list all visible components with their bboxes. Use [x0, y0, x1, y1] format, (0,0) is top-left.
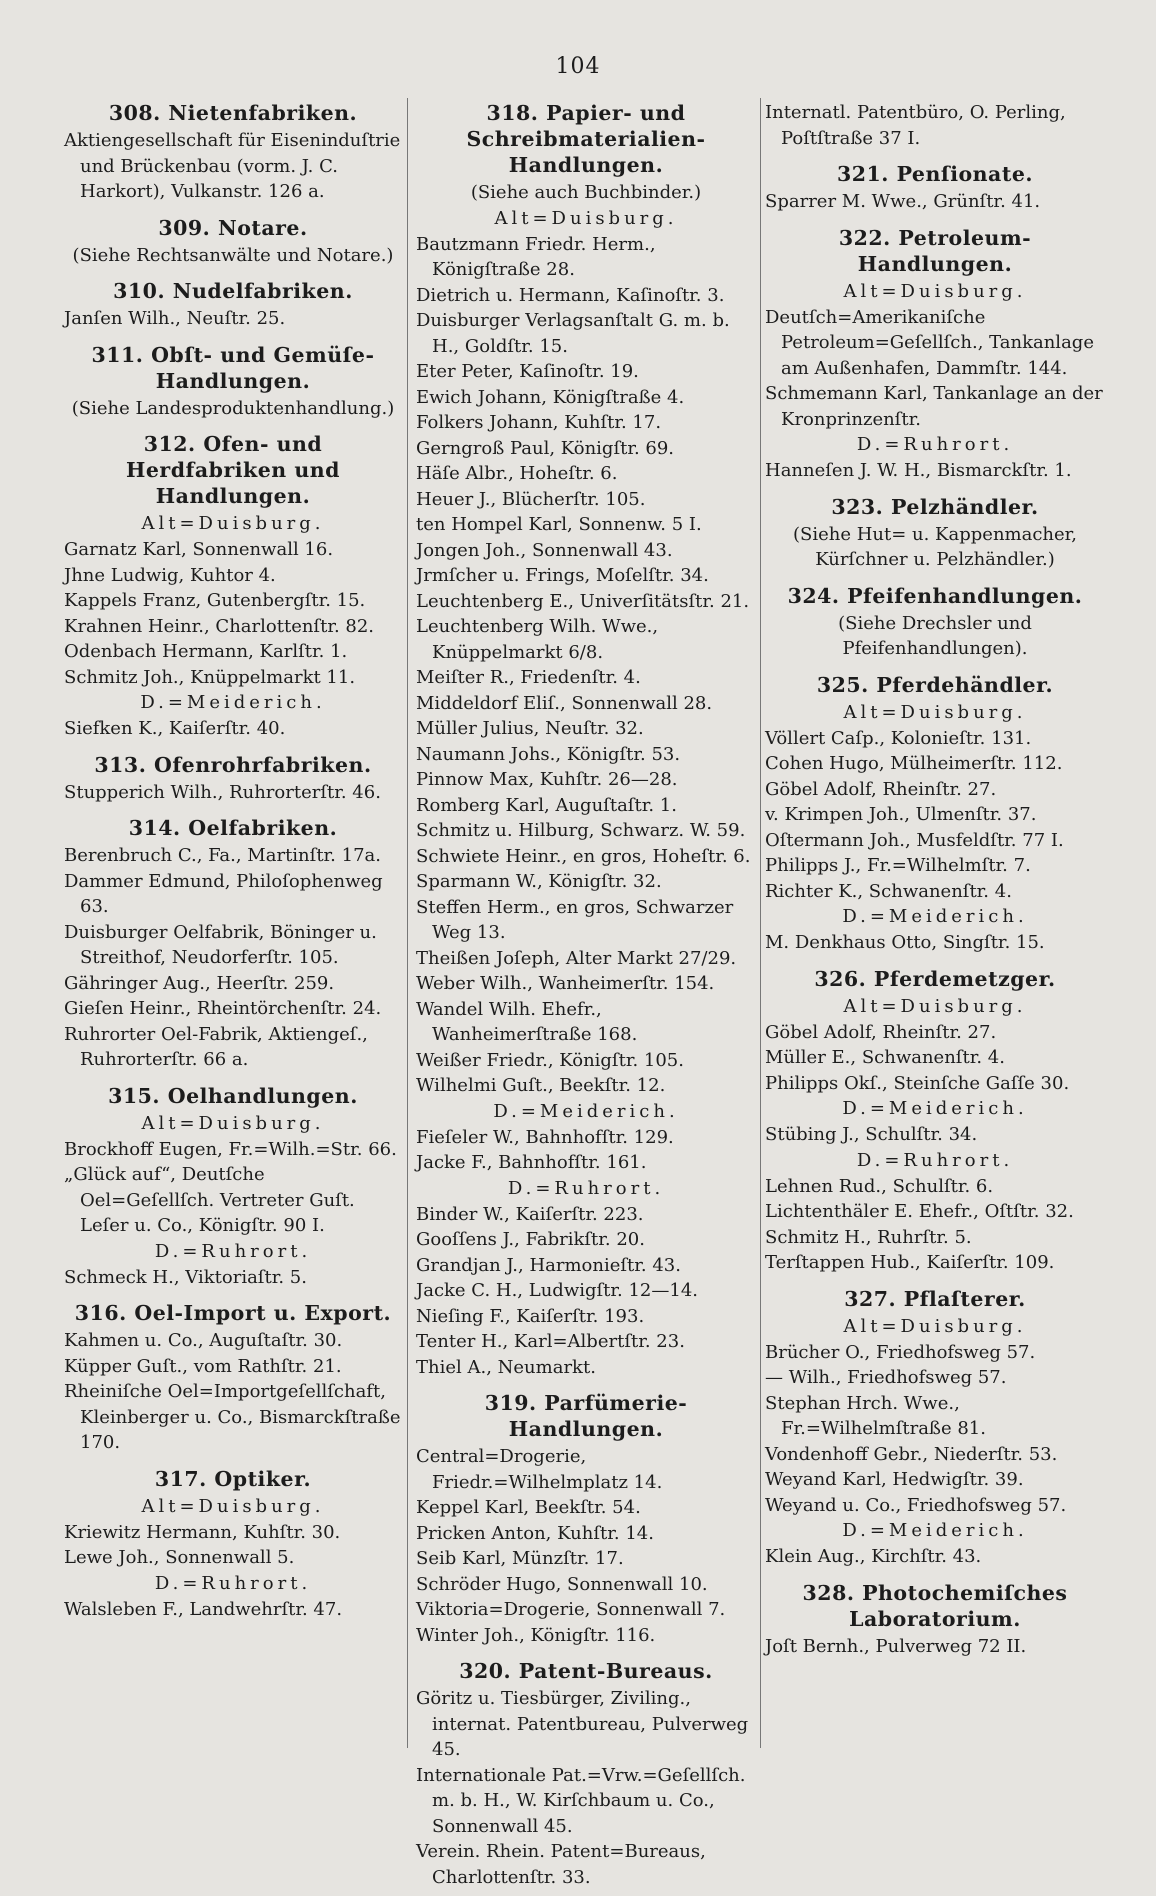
directory-entry: Jacke F., Bahnhofſtr. 161. [416, 1152, 647, 1173]
section-heading: 325. Pferdehändler. [816, 672, 1054, 697]
directory-entry: — Wilh., Friedhofsweg 57. [765, 1367, 1007, 1388]
section-heading: 317. Optiker. [154, 1466, 312, 1491]
section-heading: 321. Penſionate. [837, 162, 1033, 186]
directory-section [765, 1286, 1105, 1570]
directory-entry: Küpper Guſt., vom Rathſtr. 21. [64, 1355, 342, 1377]
directory-entry: v. Krimpen Joh., Ulmenſtr. 37. [765, 804, 1037, 825]
place-heading: Alt=Duisburg. [843, 995, 1027, 1017]
place-heading: D.=Meiderich. [842, 906, 1028, 927]
section-heading: 310. Nudelfabriken. [113, 279, 353, 303]
directory-entry: Göbel Adolf, Rheinſtr. 27. [765, 778, 997, 800]
directory-entry: Lichtenthäler E. Ehefr., Oſtſtr. 32. [765, 1201, 1074, 1222]
place-heading: Alt=Duisburg. [141, 1495, 325, 1517]
directory-entry: Leuchtenberg Wilh. Wwe., Knüppelmarkt 6/8. [416, 616, 659, 663]
section-heading: 319. Parfümerie-Handlungen. [484, 1391, 688, 1441]
directory-entry: Garnatz Karl, Sonnenwall 16. [64, 539, 334, 560]
directory-section [765, 672, 1105, 956]
directory-section [765, 225, 1105, 484]
cross-reference-note: (Siehe Hut= u. Kappenmacher, Kürſchner u. Pelzhändler.) [792, 523, 1078, 570]
directory-entry: Aktiengesellschaft für Eiseninduſtrie und Brückenbau (vorm. J. C. Harkort), Vulkanstr. 126 a. [64, 130, 401, 202]
place-heading: Alt=Duisburg. [141, 1112, 325, 1134]
place-heading: D.=Meiderich. [842, 1520, 1028, 1541]
directory-entry: Romberg Karl, Auguſtaſtr. 1. [416, 794, 677, 816]
directory-section [64, 100, 402, 205]
directory-entry: Lehnen Rud., Schulſtr. 6. [765, 1175, 994, 1197]
directory-section [416, 1658, 756, 1890]
directory-entry: Weber Wilh., Wanheimerſtr. 154. [416, 973, 715, 994]
directory-entry: Richter K., Schwanenſtr. 4. [765, 880, 1012, 902]
directory-entry: Odenbach Hermann, Karlſtr. 1. [64, 641, 348, 662]
place-heading: D.=Meiderich. [842, 1098, 1028, 1119]
directory-entry: Thiel A., Neumarkt. [416, 1356, 596, 1378]
directory-section [64, 1083, 402, 1291]
directory-entry: Klein Aug., Kirchſtr. 43. [765, 1546, 982, 1567]
directory-entry: Schmemann Karl, Tankanlage an der Kronprinzenſtr. [765, 383, 1103, 430]
directory-section [416, 100, 756, 1380]
section-heading: 318. Papier- und Schreibmaterialien-Handlungen. [466, 101, 706, 177]
directory-section [64, 342, 402, 422]
directory-entry: Folkers Johann, Kuhſtr. 17. [416, 412, 662, 433]
directory-entry: Internatl. Patentbüro, O. Perling, Poſtſtraße 37 I. [765, 102, 1066, 149]
column-2 [416, 100, 756, 1896]
directory-entry: Joſt Bernh., Pulverweg 72 II. [765, 1635, 1027, 1657]
directory-entry: Internationale Pat.=Vrw.=Geſellſch. m. b. H., W. Kirſchbaum u. Co., Sonnenwall 45. [416, 1764, 746, 1837]
section-heading: 328. Photochemiſches Laboratorium. [802, 1580, 1068, 1631]
directory-entry: Weißer Friedr., Königſtr. 105. [416, 1049, 684, 1071]
directory-entry: Duisburger Verlagsanſtalt G. m. b. H., Goldſtr. 15. [416, 310, 730, 357]
directory-section [64, 752, 402, 806]
directory-entry: Duisburger Oelfabrik, Böninger u. Streithof, Neudorferſtr. 105. [64, 921, 377, 968]
directory-entry: Jrmſcher u. Frings, Moſelſtr. 34. [416, 565, 709, 586]
directory-section [765, 1580, 1105, 1660]
directory-entry: Janſen Wilh., Neuſtr. 25. [64, 308, 286, 329]
directory-entry: Leuchtenberg E., Univerſitätsſtr. 21. [416, 590, 750, 612]
directory-entry: Verein. Rhein. Patent=Bureaus, Charlottenſtr. 33. [416, 1841, 706, 1888]
directory-entry: Ruhrorter Oel-Fabrik, Aktiengeſ., Ruhrorterſtr. 66 a. [64, 1023, 368, 1070]
directory-section [64, 815, 402, 1073]
place-heading: Alt=Duisburg. [843, 280, 1027, 302]
section-heading: 316. Oel-Import u. Export. [74, 1301, 392, 1325]
directory-entry: Hanneſen J. W. H., Bismarckſtr. 1. [765, 460, 1072, 481]
directory-entry: Terſtappen Hub., Kaiſerſtr. 109. [765, 1252, 1055, 1273]
directory-entry: Pricken Anton, Kuhſtr. 14. [416, 1522, 654, 1544]
section-heading: 313. Ofenrohrfabriken. [94, 752, 372, 777]
section-heading: 315. Oelhandlungen. [108, 1083, 358, 1108]
page-number: 104 [555, 54, 601, 79]
directory-entry: Völlert Caſp., Kolonieſtr. 131. [765, 727, 1032, 749]
directory-entry: Müller E., Schwanenſtr. 4. [765, 1047, 1005, 1068]
directory-entry: Rheiniſche Oel=Importgeſellſchaft, Kleinberger u. Co., Bismarckſtraße 170. [64, 1381, 401, 1453]
directory-entry: Jacke C. H., Ludwigſtr. 12—14. [416, 1280, 698, 1301]
directory-entry: Sparrer M. Wwe., Grünſtr. 41. [765, 191, 1041, 212]
directory-entry: Schmitz Joh., Knüppelmarkt 11. [64, 666, 356, 688]
place-heading: D.=Ruhrort. [856, 434, 1014, 455]
directory-section [765, 100, 1105, 151]
place-heading: D.=Ruhrort. [154, 1240, 312, 1262]
place-heading: D.=Meiderich. [493, 1100, 679, 1122]
directory-entry: Walsleben F., Landwehrſtr. 47. [64, 1598, 343, 1620]
directory-entry: Schmitz H., Ruhrſtr. 5. [765, 1226, 972, 1248]
directory-entry: Nieſing F., Kaiſerſtr. 193. [416, 1305, 645, 1327]
column-3 [765, 100, 1105, 1665]
section-heading: 309. Notare. [158, 215, 308, 240]
directory-entry: Heuer J., Blücherſtr. 105. [416, 488, 646, 510]
directory-entry: Schwiete Heinr., en gros, Hoheſtr. 6. [416, 845, 751, 867]
place-heading: Alt=Duisburg. [141, 513, 325, 534]
directory-entry: Krahnen Heinr., Charlottenſtr. 82. [64, 615, 375, 637]
directory-entry: Tenter H., Karl=Albertſtr. 23. [416, 1331, 685, 1352]
place-heading: Alt=Duisburg. [494, 207, 678, 229]
directory-section [64, 1300, 402, 1456]
directory-entry: Wilhelmi Guſt., Beekſtr. 12. [416, 1075, 666, 1096]
directory-entry: Jongen Joh., Sonnenwall 43. [416, 539, 673, 561]
directory-entry: Göritz u. Tiesbürger, Ziviling., internat. Patentbureau, Pulverweg 45. [416, 1688, 749, 1760]
directory-section [64, 431, 402, 742]
directory-entry: Bautzmann Friedr. Herm., Königſtraße 28. [416, 233, 656, 280]
directory-entry: Oſtermann Joh., Musfeldſtr. 77 I. [765, 829, 1064, 851]
directory-section [765, 161, 1105, 215]
directory-section [64, 1466, 402, 1623]
directory-section [765, 966, 1105, 1276]
directory-entry: Gooſſens J., Fabrikſtr. 20. [416, 1229, 645, 1250]
place-heading: D.=Meiderich. [140, 692, 326, 713]
section-heading: 322. Petroleum-Handlungen. [838, 225, 1032, 276]
place-heading: D.=Ruhrort. [856, 1149, 1014, 1171]
directory-entry: Berenbruch C., Fa., Martinſtr. 17a. [64, 845, 381, 866]
directory-section [64, 215, 402, 269]
directory-entry: Stübing J., Schulſtr. 34. [765, 1124, 978, 1145]
directory-entry: Jhne Ludwig, Kuhtor 4. [64, 564, 276, 586]
section-heading: 324. Pfeifenhandlungen. [787, 583, 1083, 608]
directory-entry: Ewich Johann, Königſtraße 4. [416, 386, 685, 408]
directory-entry: Sparmann W., Königſtr. 32. [416, 871, 662, 892]
directory-entry: Middeldorf Eliſ., Sonnenwall 28. [416, 692, 713, 714]
directory-entry: Brockhoff Eugen, Fr.=Wilh.=Str. 66. [64, 1138, 397, 1160]
directory-entry: M. Denkhaus Otto, Singſtr. 15. [765, 932, 1045, 953]
cross-reference-note: (Siehe Rechtsanwälte und Notare.) [72, 244, 394, 266]
directory-entry: Philipps Okſ., Steinſche Gaſſe 30. [765, 1072, 1070, 1094]
directory-entry: ten Hompel Karl, Sonnenw. 5 I. [416, 514, 702, 535]
directory-entry: Dietrich u. Hermann, Kaſinoſtr. 3. [416, 284, 725, 306]
directory-entry: Grandjan J., Harmonieſtr. 43. [416, 1254, 681, 1276]
column-1 [64, 100, 402, 1628]
section-heading: 312. Ofen- und Herdfabriken und Handlungen. [125, 432, 340, 508]
section-heading: 320. Patent-Bureaus. [459, 1659, 713, 1683]
directory-entry: Pinnow Max, Kuhſtr. 26—28. [416, 769, 678, 790]
directory-entry: Kriewitz Hermann, Kuhſtr. 30. [64, 1521, 341, 1543]
directory-entry: Gerngroß Paul, Königſtr. 69. [416, 437, 675, 459]
place-heading: D.=Ruhrort. [154, 1572, 312, 1594]
section-heading: 327. Pflaſterer. [844, 1286, 1026, 1311]
directory-entry: Stupperich Wilh., Ruhrorterſtr. 46. [64, 781, 381, 803]
section-heading: 311. Obſt- und Gemüſe-Handlungen. [91, 342, 375, 393]
cross-reference-note: (Siehe Drechsler und Pfeifenhandlungen). [838, 612, 1032, 659]
section-heading: 308. Nietenfabriken. [108, 101, 358, 125]
directory-entry: Steffen Herm., en gros, Schwarzer Weg 13. [416, 896, 734, 943]
directory-entry: Eter Peter, Kaſinoſtr. 19. [416, 361, 639, 382]
directory-entry: Göbel Adolf, Rheinſtr. 27. [765, 1021, 997, 1043]
directory-entry: Lewe Joh., Sonnenwall 5. [64, 1547, 295, 1568]
directory-section [765, 494, 1105, 573]
directory-entry: Stephan Hrch. Wwe., Fr.=Wilhelmſtraße 81. [765, 1392, 986, 1439]
section-heading: 326. Pferdemetzger. [814, 966, 1056, 991]
directory-entry: Binder W., Kaiſerſtr. 223. [416, 1203, 644, 1225]
directory-entry: Keppel Karl, Beekſtr. 54. [416, 1497, 641, 1518]
directory-entry: Vondenhoff Gebr., Niederſtr. 53. [765, 1443, 1058, 1465]
directory-section [416, 1390, 756, 1648]
place-heading: Alt=Duisburg. [843, 701, 1027, 723]
directory-entry: Central=Drogerie, Friedr.=Wilhelmplatz 14. [416, 1446, 663, 1493]
place-heading: Alt=Duisburg. [843, 1315, 1027, 1337]
section-heading: 314. Oelfabriken. [128, 816, 338, 840]
directory-entry: Brücher O., Friedhofsweg 57. [765, 1341, 1036, 1363]
directory-entry: Schmitz u. Hilburg, Schwarz. W. 59. [416, 820, 746, 841]
directory-entry: Weyand u. Co., Friedhofsweg 57. [765, 1494, 1067, 1516]
column-divider [760, 98, 761, 1748]
directory-entry: Dammer Edmund, Philoſophenweg 63. [64, 870, 383, 917]
directory-entry: Cohen Hugo, Mülheimerſtr. 112. [765, 753, 1063, 774]
directory-entry: Häſe Albr., Hoheſtr. 6. [416, 463, 618, 484]
directory-entry: Philipps J., Fr.=Wilhelmſtr. 7. [765, 855, 1031, 876]
directory-entry: Schmeck H., Viktoriaſtr. 5. [64, 1266, 307, 1288]
section-heading: 323. Pelzhändler. [831, 494, 1039, 519]
directory-entry: Gieſen Heinr., Rheintörchenſtr. 24. [64, 998, 382, 1019]
directory-section [64, 278, 402, 332]
directory-entry: Seib Karl, Münzſtr. 17. [416, 1548, 624, 1569]
cross-reference-note: (Siehe Landesproduktenhandlung.) [71, 397, 395, 419]
directory-entry: Schröder Hugo, Sonnenwall 10. [416, 1573, 708, 1595]
place-heading: D.=Ruhrort. [507, 1177, 665, 1199]
directory-entry: Winter Joh., Königſtr. 116. [416, 1624, 656, 1646]
directory-entry: Naumann Johs., Königſtr. 53. [416, 743, 681, 765]
directory-entry: Meiſter R., Friedenſtr. 4. [416, 667, 641, 688]
directory-entry: Fieſeler W., Bahnhofſtr. 129. [416, 1126, 674, 1148]
directory-entry: Theißen Joſeph, Alter Markt 27/29. [416, 947, 737, 969]
directory-entry: Weyand Karl, Hedwigſtr. 39. [765, 1469, 1024, 1490]
cross-reference-note: (Siehe auch Buchbinder.) [470, 182, 702, 203]
directory-entry: Müller Julius, Neuſtr. 32. [416, 718, 644, 739]
column-divider [407, 98, 408, 1748]
directory-entry: Viktoria=Drogerie, Sonnenwall 7. [416, 1599, 726, 1620]
directory-entry: Deutſch=Amerikaniſche Petroleum=Geſellſch., Tankanlage am Außenhafen, Dammſtr. 144. [765, 306, 1094, 379]
directory-entry: Kappels Franz, Gutenbergſtr. 15. [64, 590, 366, 611]
directory-section [765, 583, 1105, 662]
directory-entry: Siefken K., Kaiſerſtr. 40. [64, 718, 286, 739]
directory-entry: Gähringer Aug., Heerſtr. 259. [64, 972, 335, 994]
directory-entry: Kahmen u. Co., Auguſtaſtr. 30. [64, 1330, 343, 1351]
directory-entry: Wandel Wilh. Ehefr., Wanheimerſtraße 168. [416, 998, 638, 1045]
directory-entry: „Glück auf“, Deutſche Oel=Geſellſch. Vertreter Guſt. Leſer u. Co., Königſtr. 90 I. [64, 1164, 355, 1236]
